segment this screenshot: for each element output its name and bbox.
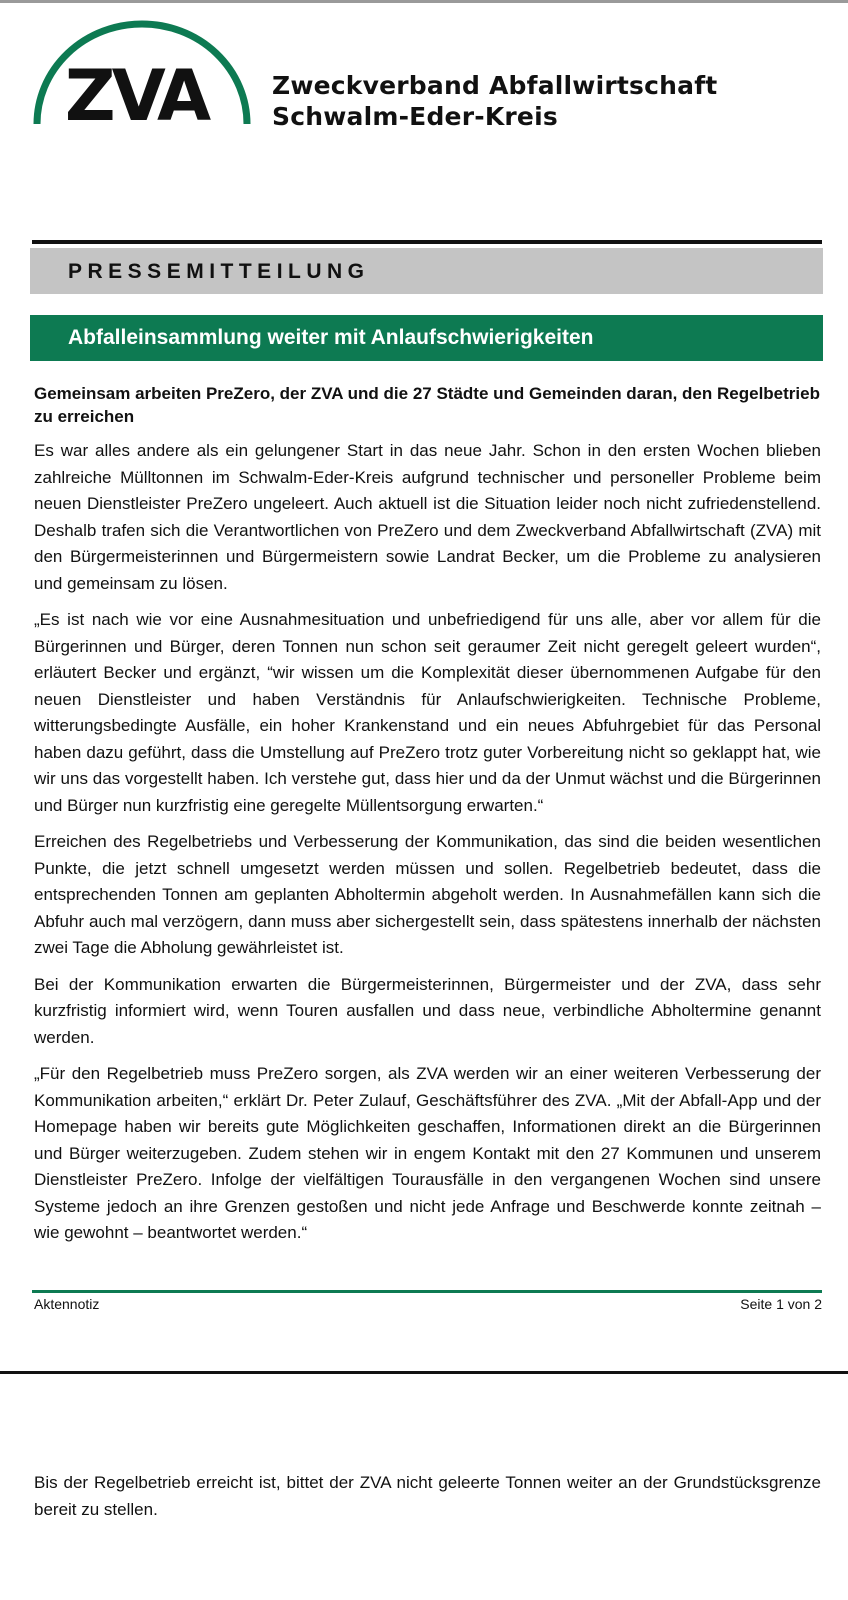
footer-note: Aktennotiz bbox=[34, 1296, 100, 1312]
subheadline: Gemeinsam arbeiten PreZero, der ZVA und die 27 Städte und Gemeinden daran, den Regelbetrieb zu erreichen bbox=[34, 384, 820, 426]
headline: Abfalleinsammlung weiter mit Anlaufschwierigkeiten bbox=[68, 326, 594, 349]
org-name-line2: Schwalm-Eder-Kreis bbox=[272, 102, 558, 131]
page-2-paragraph: Bis der Regelbetrieb erreicht ist, bittet der ZVA nicht geleerte Tonnen weiter an der Grundstücksgrenze bereit zu stellen. bbox=[34, 1473, 821, 1519]
footer-rule bbox=[32, 1290, 822, 1293]
logo-text: ZVA bbox=[64, 55, 208, 130]
paragraph-1: Es war alles andere als ein gelungener Start in das neue Jahr. Schon in den ersten Wochen blieben zahlreiche Mülltonnen im Schwalm-Eder-Kreis aufgrund technischer und personeller Probleme beim neuen Dienstleister PreZero ungeleert. Auch aktuell ist die Situation leider noch nicht zufriedenstellend. Deshalb trafen sich die Verantwortlichen von PreZero und dem Zweckverband Abfallwirtschaft (ZVA) mit den Bürgermeisterinnen und Bürgermeistern sowie Landrat Becker, um die Probleme zu analysieren und gemeinsam zu lösen. bbox=[34, 441, 821, 593]
top-rule bbox=[0, 0, 848, 3]
article-body bbox=[34, 382, 821, 1257]
headline-band bbox=[30, 315, 823, 361]
page-separator bbox=[0, 1371, 848, 1374]
paragraph-4: Bei der Kommunikation erwarten die Bürgermeisterinnen, Bürgermeister und der ZVA, dass sehr kurzfristig informiert wird, wenn Touren ausfallen und dass neue, verbindliche Abholtermine genannt werden. bbox=[34, 974, 821, 1047]
page-number: Seite 1 von 2 bbox=[740, 1296, 822, 1312]
press-release-label: PRESSEMITTEILUNG bbox=[68, 260, 370, 283]
organization-name bbox=[272, 70, 717, 132]
zva-logo bbox=[30, 12, 254, 130]
press-release-band bbox=[30, 248, 823, 294]
paragraph-5: „Für den Regelbetrieb muss PreZero sorgen, als ZVA werden wir an einer weiteren Verbesserung der Kommunikation arbeiten,“ erklärt Dr. Peter Zulauf, Geschäftsführer des ZVA. „Mit der Abfall-App und der Homepage haben wir bereits gute Möglichkeiten geschaffen, Informationen direkt an die Bürgerinnen und Bürger weiterzugeben. Zudem stehen wir in engem Kontakt mit den 27 Kommunen und unserem Dienstleister PreZero. Infolge der vielfältigen Tourausfälle in den vergangenen Wochen sind unsere Systeme jedoch an ihre Grenzen gestoßen und nicht jede Anfrage und Beschwerde konnte zeitnah – wie gewohnt – beantwortet werden.“ bbox=[34, 1064, 821, 1242]
header-rule bbox=[32, 240, 822, 244]
paragraph-3: Erreichen des Regelbetriebs und Verbesserung der Kommunikation, das sind die beiden wesentlichen Punkte, die jetzt schnell umgesetzt werden müssen und sollen. Regelbetrieb bedeutet, dass die entsprechenden Tonnen am geplanten Abholtermin abgeholt werden. In Ausnahmefällen kann sich die Abfuhr auch mal verzögern, dann muss aber sichergestellt sein, dass spätestens innerhalb der nächsten zwei Tage die Abholung gewährleistet ist. bbox=[34, 832, 821, 957]
page-2-body bbox=[34, 1470, 821, 1533]
org-name-line1: Zweckverband Abfallwirtschaft bbox=[272, 71, 718, 100]
paragraph-2: „Es ist nach wie vor eine Ausnahmesituation und unbefriedigend für uns alle, aber vor allem für die Bürgerinnen und Bürger, deren Tonnen nun schon seit geraumer Zeit nicht geregelt geleert wurden“, erläutert Becker und ergänzt, “wir wissen um die Komplexität dieser übernommenen Aufgabe für den neuen Dienstleister und haben Verständnis für Anlaufschwierigkeiten. Technische Probleme, witterungsbedingte Ausfälle, ein hoher Krankenstand und ein neues Abfuhrgebiet für das Personal haben dazu geführt, dass die Umstellung auf PreZero trotz guter Vorbereitung nicht so geklappt hat, wie wir uns das vorgestellt haben. Ich verstehe gut, dass hier und da der Unmut wächst und die Bürgerinnen und Bürger nun kurzfristig eine geregelte Müllentsorgung erwarten.“ bbox=[34, 610, 821, 815]
